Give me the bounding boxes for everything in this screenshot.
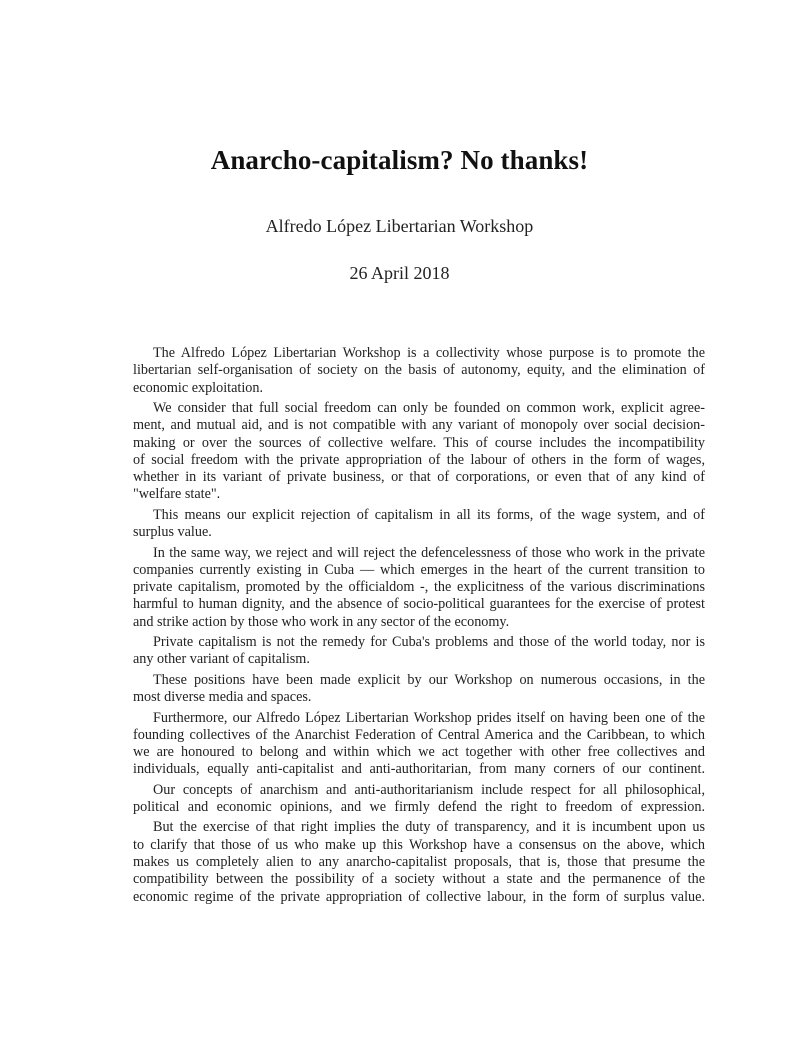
- text-line: Our concepts of anarchism and anti-authoritarianism include respect for all philosophical,: [153, 781, 705, 798]
- text-line: making or over the sources of collective welfare. This of course includes the incompatibility: [133, 434, 705, 451]
- text-line: This means our explicit rejection of capitalism in all its forms, of the wage system, and of: [153, 506, 705, 523]
- text-line: private capitalism, promoted by the officialdom -, the explicitness of the various discriminations: [133, 579, 705, 596]
- text-line: economic exploitation.: [133, 379, 264, 396]
- document-title: Anarcho-capitalism? No thanks!: [210, 145, 589, 175]
- text-line: We consider that full social freedom can only be founded on common work, explicit agree-: [153, 399, 705, 416]
- text-line: to clarify that those of us who make up this Workshop have a consensus on the above, which: [133, 836, 705, 853]
- text-line: individuals, equally anti-capitalist and anti-authoritarian, from many corners of our continent.: [133, 761, 705, 778]
- text-line: In the same way, we reject and will reject the defencelessness of those who work in the private: [153, 544, 705, 561]
- text-line: "welfare state".: [133, 486, 221, 503]
- text-line: But the exercise of that right implies the duty of transparency, and it is incumbent upon us: [153, 819, 705, 836]
- paragraph: [133, 710, 705, 779]
- text-line: libertarian self-organisation of society on the basis of autonomy, equity, and the elimination of: [133, 362, 705, 379]
- text-line: Private capitalism is not the remedy for Cuba's problems and those of the world today, nor is: [153, 634, 705, 651]
- paragraph: [133, 507, 705, 542]
- text-line: of social freedom with the private appropriation of the labour of others in the form of wages,: [133, 451, 705, 468]
- text-line: and strike action by those who work in any sector of the economy.: [133, 613, 510, 630]
- text-line: whether in its variant of private business, or that of corporations, or even that of any kind of: [133, 469, 705, 486]
- text-line: harmful to human dignity, and the absence of socio-political guarantees for the exercise of protest: [133, 596, 705, 613]
- text-line: These positions have been made explicit by our Workshop on numerous occasions, in the: [153, 671, 705, 688]
- text-line: The Alfredo López Libertarian Workshop is a collectivity whose purpose is to promote the: [153, 345, 705, 361]
- paragraph: [133, 545, 705, 631]
- text-line: compatibility between the possibility of a society without a state and the permanence of the: [133, 871, 705, 888]
- document-date: 26 April 2018: [349, 263, 450, 283]
- paragraph: [133, 345, 705, 397]
- text-line: economic regime of the private appropriation of collective labour, in the form of surplus value.: [133, 888, 705, 905]
- text-line: makes us completely alien to any anarcho-capitalist proposals, that is, those that presume the: [133, 854, 705, 871]
- paragraph: [133, 400, 705, 504]
- paragraph: [133, 672, 705, 707]
- document-author: Alfredo López Libertarian Workshop: [265, 216, 534, 236]
- text-line: any other variant of capitalism.: [133, 651, 310, 668]
- paragraph: [133, 819, 705, 905]
- document-body: [133, 345, 705, 909]
- text-line: ment, and mutual aid, and is not compatible with any variant of monopoly over social decision-: [133, 417, 705, 434]
- paragraph: [133, 634, 705, 669]
- text-line: surplus value.: [133, 524, 212, 541]
- text-line: companies currently existing in Cuba — which emerges in the heart of the current transition to: [133, 561, 705, 578]
- text-line: Furthermore, our Alfredo López Libertarian Workshop prides itself on having been one of the: [153, 709, 705, 726]
- text-line: we are honoured to belong and within which we act together with other free collectives and: [133, 744, 705, 761]
- paragraph: [133, 782, 705, 817]
- text-line: founding collectives of the Anarchist Federation of Central America and the Caribbean, to which: [133, 726, 705, 743]
- text-line: political and economic opinions, and we firmly defend the right to freedom of expression.: [133, 799, 705, 816]
- text-line: most diverse media and spaces.: [133, 689, 312, 706]
